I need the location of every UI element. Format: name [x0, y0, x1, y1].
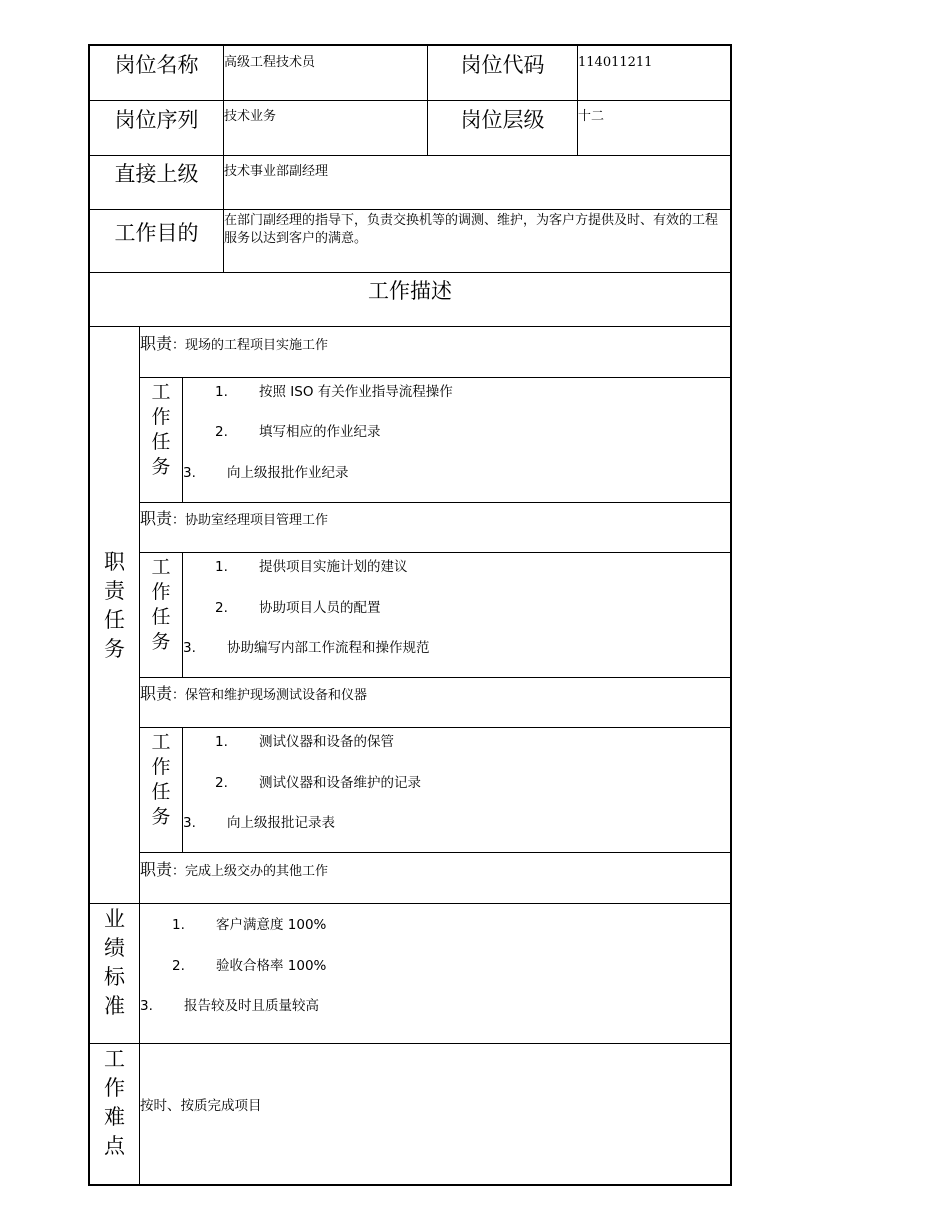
- post-level-value: 十二: [578, 109, 605, 124]
- task-label-2: 工 作 任 务: [151, 556, 171, 653]
- post-name-value: 高级工程技术员: [224, 55, 316, 70]
- duty-2-task-2: 2. 协助项目人员的配置: [215, 600, 381, 616]
- duty-2-task-1: 1. 提供项目实施计划的建议: [215, 559, 408, 575]
- duty-3-task-1: 1. 测试仪器和设备的保管: [215, 734, 394, 750]
- duty-1-task-3: 3. 向上级报批作业纪录: [183, 465, 349, 481]
- performance-label: 业 绩 标 准: [104, 907, 125, 1018]
- duty-4: 职责：完成上级交办的其他工作: [140, 860, 329, 879]
- duty-1-task-2: 2. 填写相应的作业纪录: [215, 424, 381, 440]
- difficulty-label: 工 作 难 点: [104, 1047, 125, 1158]
- section-title: 工作描述: [368, 279, 452, 303]
- post-series-value: 技术业务: [224, 109, 277, 124]
- duty-2: 职责：协助室经理项目管理工作: [140, 509, 329, 528]
- duty-section-label: 职 责 任 务: [104, 550, 125, 661]
- performance-item-1: 1. 客户满意度 100%: [172, 917, 327, 933]
- purpose-label: 工作目的: [114, 221, 199, 245]
- duty-1-task-1: 1. 按照 ISO 有关作业指导流程操作: [215, 384, 453, 400]
- superior-label: 直接上级: [114, 162, 199, 186]
- job-description-form: [88, 44, 732, 1186]
- superior-value: 技术事业部副经理: [224, 164, 329, 179]
- duty-1: 职责：现场的工程项目实施工作: [140, 334, 329, 353]
- difficulty-text: 按时、按质完成项目: [140, 1098, 262, 1114]
- post-series-label: 岗位序列: [114, 108, 199, 132]
- duty-3: 职责：保管和维护现场测试设备和仪器: [140, 684, 368, 703]
- purpose-value: 在部门副经理的指导下，负责交换机等的调测、维护，为客户方提供及时、有效的工程服务以达到客户的满意。: [224, 213, 719, 246]
- post-code-value: 114011211: [578, 55, 653, 70]
- duty-3-task-3: 3. 向上级报批记录表: [183, 815, 335, 831]
- post-level-label: 岗位层级: [460, 108, 545, 132]
- performance-item-2: 2. 验收合格率 100%: [172, 958, 327, 974]
- post-name-label: 岗位名称: [114, 53, 199, 77]
- performance-item-3: 3. 报告较及时且质量较高: [140, 998, 319, 1014]
- task-label-3: 工 作 任 务: [151, 731, 171, 828]
- post-code-label: 岗位代码: [460, 53, 545, 77]
- task-label-1: 工 作 任 务: [151, 381, 171, 478]
- duty-2-task-3: 3. 协助编写内部工作流程和操作规范: [183, 640, 430, 656]
- duty-3-task-2: 2. 测试仪器和设备维护的记录: [215, 775, 421, 791]
